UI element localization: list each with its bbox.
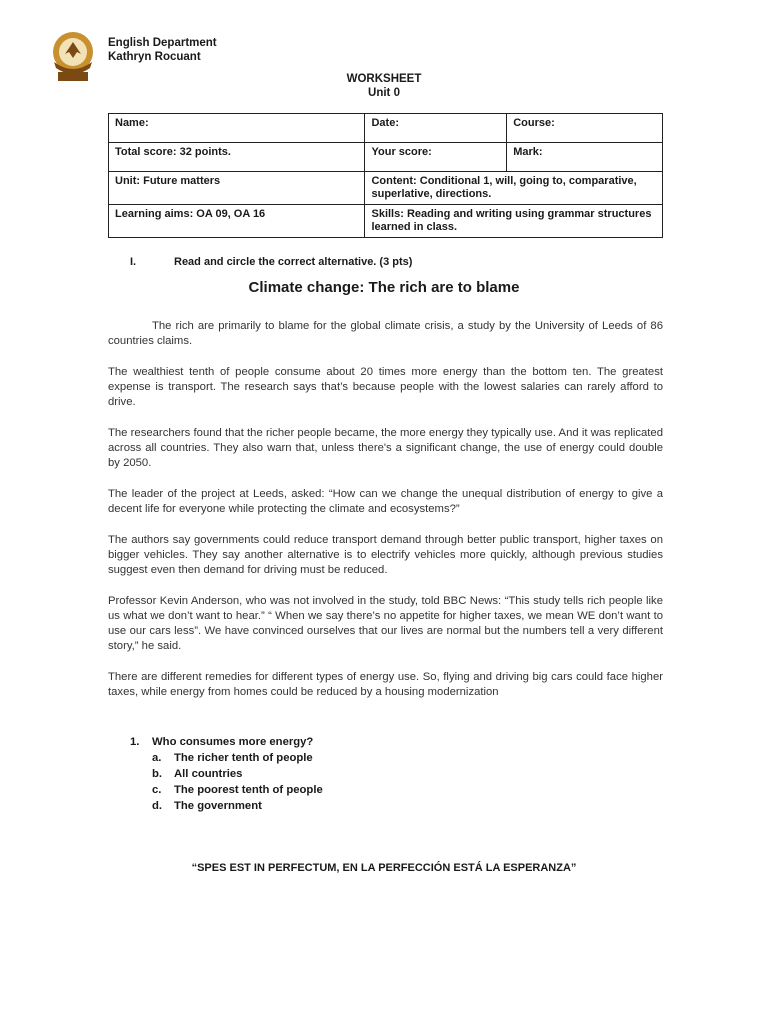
header-text: [108, 36, 217, 64]
teacher-name: Kathryn Rocuant: [108, 51, 201, 63]
options-list: [130, 750, 323, 814]
name-field[interactable]: Name:: [109, 114, 365, 143]
option-letter: d.: [152, 800, 163, 812]
article-paragraph: The authors say governments could reduce transport demand through better public transport, higher taxes on bigger vehicles. They say another alternative is to electrify vehicles more quickly, although previous studies suggest even then demand for driving must be reduced.: [108, 534, 663, 576]
option-a[interactable]: [152, 750, 323, 766]
question-1: [130, 734, 323, 814]
section-text: Read and circle the correct alternative. (3 pts): [174, 256, 413, 268]
worksheet-title: [0, 72, 768, 100]
table-row: [109, 114, 663, 143]
content-cell: Content: Conditional 1, will, going to, comparative, superlative, directions.: [365, 172, 663, 205]
question-text: Who consumes more energy?: [152, 736, 314, 748]
table-row: [109, 143, 663, 172]
option-letter: c.: [152, 784, 162, 796]
article-title: Climate change: The rich are to blame: [248, 279, 520, 296]
section-number: I.: [130, 256, 137, 268]
question-number: 1.: [130, 736, 140, 748]
info-table: [108, 113, 663, 238]
article-paragraph: Professor Kevin Anderson, who was not involved in the study, told BBC News: “This study tells rich people like us what we don’t want to hear.” “ When we say there’s no appetite for higher taxes, we mean WE don’t want to use our cars less”. We have convinced ourselves that our lives are normal but the numbers tell a very different story,” he said.: [108, 595, 663, 652]
option-letter: a.: [152, 752, 162, 764]
section-instruction: [130, 256, 412, 268]
option-d[interactable]: [152, 798, 323, 814]
table-row: [109, 172, 663, 205]
article-paragraph: The wealthiest tenth of people consume about 20 times more energy than the bottom ten. The greatest expense is transport. The research says that’s because people with the lowest salaries can rarely afford to drive.: [108, 366, 663, 408]
mark-field[interactable]: Mark:: [507, 143, 663, 172]
skills-cell: Skills: Reading and writing using grammar structures learned in class.: [365, 205, 663, 238]
article-paragraph: There are different remedies for different types of energy use. So, flying and driving big cars could face higher taxes, while energy from homes could be reduced by a housing modernization: [108, 671, 663, 698]
option-b[interactable]: [152, 766, 323, 782]
your-score-field[interactable]: Your score:: [365, 143, 507, 172]
worksheet-heading: WORKSHEET: [346, 73, 422, 85]
department-name: English Department: [108, 37, 217, 49]
option-letter: b.: [152, 768, 163, 780]
option-text: All countries: [174, 768, 243, 780]
unit-cell: Unit: Future matters: [109, 172, 365, 205]
worksheet-unit: Unit 0: [368, 87, 400, 99]
learning-aims-cell: Learning aims: OA 09, OA 16: [109, 205, 365, 238]
option-text: The poorest tenth of people: [174, 784, 323, 796]
table-row: [109, 205, 663, 238]
article-body: [108, 319, 663, 716]
question-text-row: [130, 734, 323, 750]
course-field[interactable]: Course:: [507, 114, 663, 143]
article-paragraph: The researchers found that the richer people became, the more energy they typically use. And it was replicated across all countries. They also warn that, unless there's a significant change, the use of energy could double by 2050.: [108, 427, 663, 469]
date-field[interactable]: Date:: [365, 114, 507, 143]
article-paragraph: The rich are primarily to blame for the global climate crisis, a study by the University of Leeds of 86 countries claims.: [108, 320, 663, 347]
option-text: The government: [174, 800, 262, 812]
article-paragraph: The leader of the project at Leeds, asked: “How can we change the unequal distribution of energy to give a decent life for everyone while protecting the climate and ecosystems?”: [108, 488, 663, 515]
total-score-cell: Total score: 32 points.: [109, 143, 365, 172]
option-c[interactable]: [152, 782, 323, 798]
option-text: The richer tenth of people: [174, 752, 313, 764]
school-motto: “SPES EST IN PERFECTUM, EN LA PERFECCIÓN ESTÁ LA ESPERANZA”: [191, 862, 577, 874]
